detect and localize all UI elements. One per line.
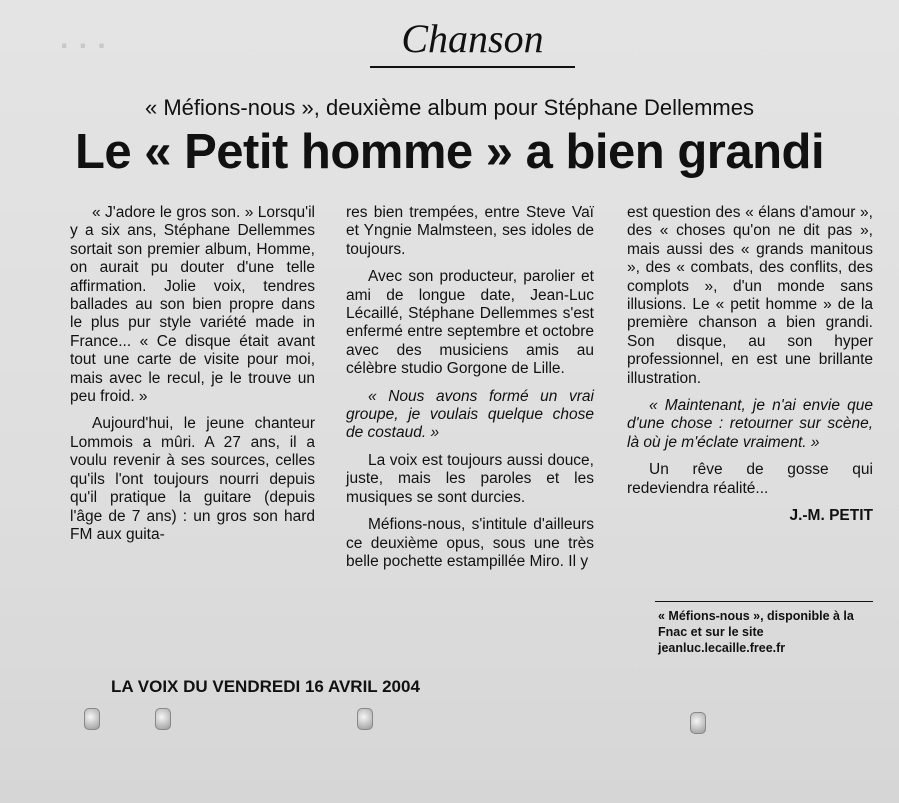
article-headline: Le « Petit homme » a bien grandi <box>74 125 825 179</box>
paragraph: res bien trempées, entre Steve Vaï et Yngnie Malmsteen, ses idoles de toujours. <box>346 204 594 258</box>
paragraph: Aujourd'hui, le jeune chanteur Lommois a mûri. A 27 ans, il a voulu revenir à ses sources, celles qu'ils l'ont toujours nourri depuis qu'il pratique la guitare (depuis l'âge de 7 ans) : un gros son hard FM aux guita- <box>70 415 315 543</box>
quote-paragraph: « Nous avons formé un vrai groupe, je voulais quelque chose de costaud. » <box>346 387 594 442</box>
article-column-3 <box>627 204 873 526</box>
section-rubric <box>370 12 575 68</box>
binder-hole-icon <box>155 708 171 730</box>
paragraph: est question des « élans d'amour », des « choses qu'on ne dit pas », mais aussi des « grands manitous », des « combats, des conflits, des complots », d'un monde sans illusions. Le « petit homme » de la première chanson a bien grandi. Son disque, au son hyper professionnel, en est une brillante illustration. <box>627 204 873 387</box>
article-kicker: « Méfions-nous », deuxième album pour Stéphane Dellemmes <box>145 95 754 120</box>
bleed-through-text: . . . <box>60 22 107 55</box>
article-column-2 <box>346 204 594 580</box>
paragraph: « J'adore le gros son. » Lorsqu'il y a six ans, Stéphane Dellemmes sortait son premier album, Homme, on aurait pu douter d'une telle affirmation. Jolie voix, tendres ballades au son bien propre dans le plus pur style variété made in France... « Ce disque était avant tout une carte de visite pour moi, mais avec le recul, je le trouve un peu froid. » <box>70 204 315 406</box>
binder-hole-icon <box>84 708 100 730</box>
article-column-1 <box>70 204 315 553</box>
paragraph: Méfions-nous, s'intitule d'ailleurs ce deuxième opus, sous une très belle pochette estampillée Miro. Il y <box>346 516 594 570</box>
paragraph: Un rêve de gosse qui redeviendra réalité... <box>627 461 873 497</box>
paragraph: Avec son producteur, parolier et ami de longue date, Jean-Luc Lécaillé, Stéphane Dellemmes s'est enfermé entre septembre et octobre avec des musiciens amis au célèbre studio Gorgone de Lille. <box>346 268 594 378</box>
section-title: Chanson <box>401 16 544 61</box>
infobox-divider <box>655 601 873 602</box>
publication-dateline: LA VOIX DU VENDREDI 16 AVRIL 2004 <box>111 677 420 696</box>
paragraph: La voix est toujours aussi douce, juste, mais les paroles et les musiques se sont durcies. <box>346 451 594 506</box>
author-signature: J.-M. PETIT <box>789 507 873 525</box>
quote-paragraph: « Maintenant, je n'ai envie que d'une chose : retourner sur scène, là où je m'éclate vraiment. » <box>627 397 873 451</box>
availability-infobox: « Méfions-nous », disponible à la Fnac et sur le site jeanluc.lecaille.free.fr <box>658 609 854 655</box>
binder-hole-icon <box>357 708 373 730</box>
binder-hole-icon <box>690 712 706 734</box>
